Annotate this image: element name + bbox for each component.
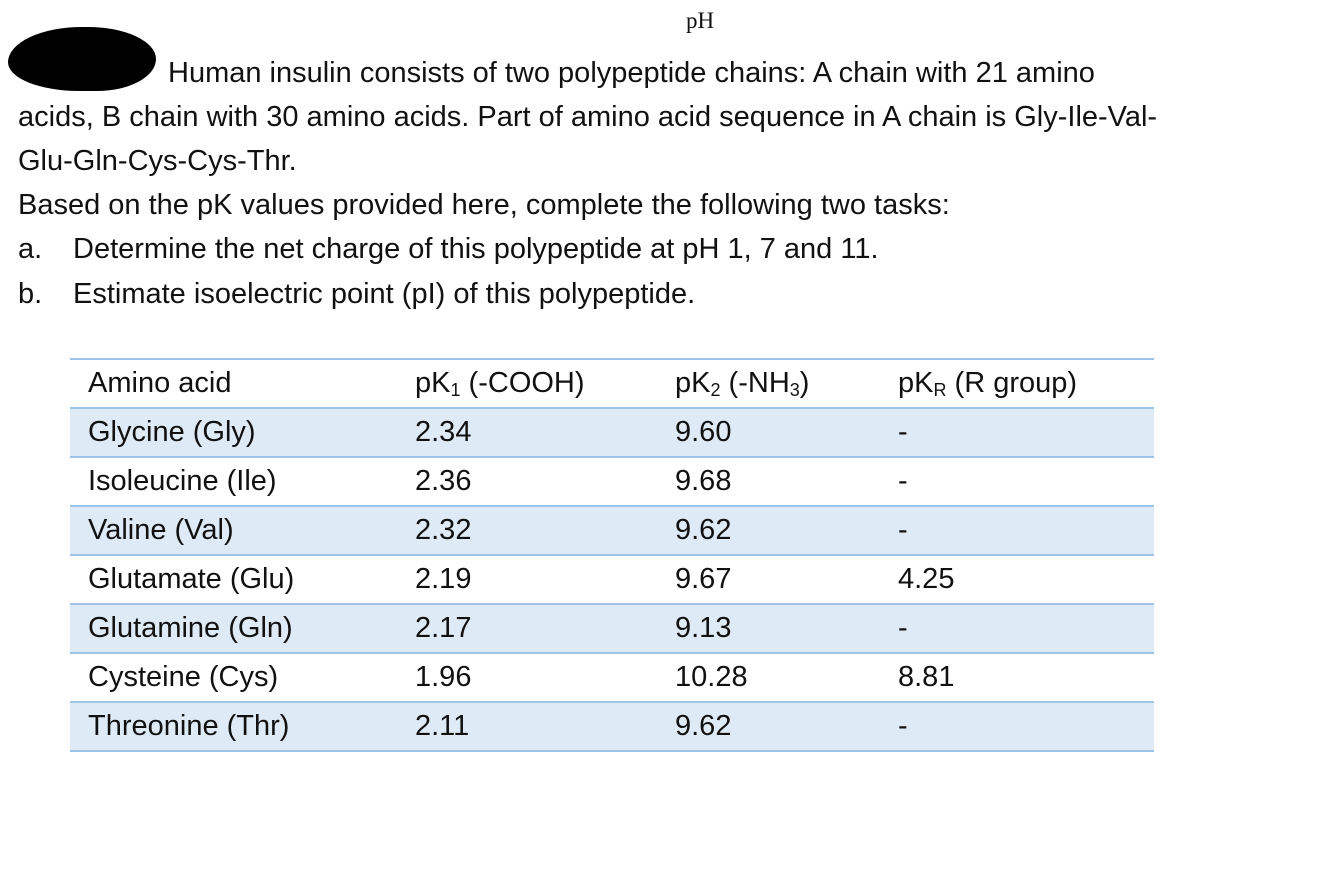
table-row	[70, 457, 1154, 506]
cell-amino-acid: Threonine (Thr)	[70, 702, 397, 751]
page-heading: pH	[685, 8, 715, 33]
cell-pk2: 9.62	[657, 506, 880, 555]
cell-pk1: 2.17	[397, 604, 657, 653]
table-row	[70, 604, 1154, 653]
question-line-4: Based on the pK values provided here, complete the following two tasks:	[18, 189, 950, 221]
task-b-marker: b.	[18, 278, 43, 310]
task-a-marker: a.	[18, 233, 43, 265]
cell-pk2: 10.28	[657, 653, 880, 702]
cell-pkr: -	[880, 702, 1154, 751]
question-line-2: acids, B chain with 30 amino acids. Part of amino acid sequence in A chain is Gly-Ile-Val-	[18, 101, 1158, 133]
cell-pk2: 9.67	[657, 555, 880, 604]
cell-amino-acid: Valine (Val)	[70, 506, 397, 555]
table-header-row	[70, 359, 1154, 408]
cell-pkr: 4.25	[880, 555, 1154, 604]
cell-pk2: 9.13	[657, 604, 880, 653]
cell-pk2: 9.60	[657, 408, 880, 457]
cell-pkr: -	[880, 408, 1154, 457]
table-row	[70, 408, 1154, 457]
header-pk2: $pK_2$ $(-NH_3)$	[657, 359, 880, 408]
cell-pk2: 9.62	[657, 702, 880, 751]
cell-pk1: 2.34	[397, 408, 657, 457]
table-row	[70, 506, 1154, 555]
cell-pk1: 2.11	[397, 702, 657, 751]
cell-amino-acid: Isoleucine (Ile)	[70, 457, 397, 506]
cell-pkr: -	[880, 506, 1154, 555]
table-row	[70, 653, 1154, 702]
task-b	[18, 272, 695, 316]
cell-pk2: 9.68	[657, 457, 880, 506]
cell-pk1: 2.19	[397, 555, 657, 604]
header-pkr: $pK_R$ (R group)	[880, 359, 1154, 408]
cell-pk1: 2.36	[397, 457, 657, 506]
task-a-text: Determine the net charge of this polypeptide at pH 1, 7 and 11.	[73, 233, 879, 265]
cell-amino-acid: Glycine (Gly)	[70, 408, 397, 457]
task-b-text: Estimate isoelectric point (pI) of this polypeptide.	[73, 278, 696, 310]
question-line-3: Glu-Gln-Cys-Cys-Thr.	[18, 145, 297, 177]
table-row	[70, 702, 1154, 751]
table-row	[70, 555, 1154, 604]
cell-pk1: 2.32	[397, 506, 657, 555]
pk-table	[70, 358, 1154, 752]
question-line-1: Human insulin consists of two polypeptide chains: A chain with 21 amino	[168, 57, 1095, 89]
cell-amino-acid: Cysteine (Cys)	[70, 653, 397, 702]
task-a	[18, 227, 879, 271]
cell-amino-acid: Glutamate (Glu)	[70, 555, 397, 604]
header-pk1: $pK_1$ (-COOH)	[397, 359, 657, 408]
header-amino-acid: Amino acid	[70, 359, 397, 408]
cell-pkr: -	[880, 457, 1154, 506]
cell-amino-acid: Glutamine (Gln)	[70, 604, 397, 653]
cell-pk1: 1.96	[397, 653, 657, 702]
cell-pkr: 8.81	[880, 653, 1154, 702]
cell-pkr: -	[880, 604, 1154, 653]
